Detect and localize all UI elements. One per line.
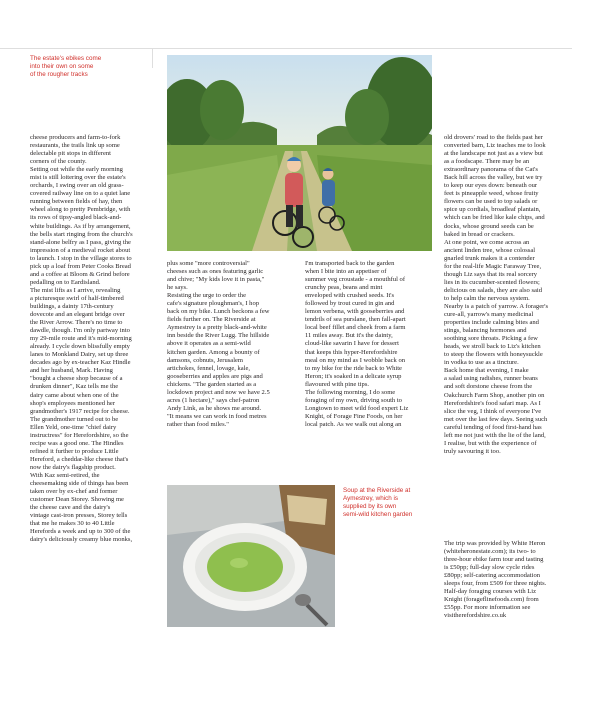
soup-bowl-photo bbox=[167, 485, 335, 627]
column-4: old drovers' road to the fields past her converted barn, Liz teaches me to look at the landscape not just as a view but as a foodscape. There may be an extraordinary panorama of the Cat's Back hill across the valley, but we try to keep our eyes down: beneath our feet is pineapple weed, whose fruity flowers can be used to top salads or spice up cordials, broadleaf plantain, which can be fried like kale chips, and docks, whose ground seeds can be baked in bread or crackers. At one point, we come across an ancient linden tree, whose colossal gnarled trunk makes it a contender for the real-life Magic Faraway Tree, though Liz says that its real sorcery lies in its cucumber-scented flowers; delicious on salads, they are also said to help calm the nervous system. Nearby is a patch of yarrow. A forager's cure-all, yarrow's many medicinal properties include calming bites and stings, balancing hormones and soothing sore throats. Picking a few heads, we stroll back to Liz's kitchen to steep the flowers with honeysuckle in vodka to use as a tincture. Back home that evening, I make a salad using radishes, runner beans and soft dorstone cheese from the Oakchurch Farm Shop, another pin on Herefordshire's food safari map. As I slice the veg, I think of everyone I've met over the last few days. Seeing such careful tending of food first-hand has left me not just with the lie of the land, I realise, but with the experience of truly savouring it too. bbox=[444, 134, 549, 455]
photo1-caption: The estate's ebikes come into their own on some of the rougher tracks bbox=[30, 55, 102, 78]
photo2-caption: Soup at the Riverside at Aymestrey, which is supplied by its own semi-wild kitchen garden bbox=[343, 487, 413, 518]
fact-box: The trip was provided by White Heron (whiteheronestate.com); its two- to three-hour ebike farm tour and tasting is £50pp; full-day slow cycle rides £80pp; self-catering accommodation sleeps four, from £509 for three nights. Half-day foraging courses with Liz Knight (forageflinefoods.com) from £55pp. For more information see visitherefordshire.co.uk bbox=[444, 540, 547, 620]
cyclists-illustration bbox=[167, 55, 432, 251]
column-rule bbox=[152, 48, 153, 68]
top-rule bbox=[0, 48, 572, 49]
column-3: I'm transported back to the garden when I bite into an appetiser of summer veg croustade - a mouthful of crunchy peas, beans and mint enveloped with crushed seeds. It's followed by trout cured in gin and lemon verbena, with gooseberries and tendrils of sea purslane, then fall-apart local beef fillet and cheek from a farm 11 miles away. But it's the dainty, cloud-like savarin I have for dessert that keeps this hyper-Herefordshire meal on my mind as I wobble back on to my bike for the ride back to White Heron; it's soaked in a delicate syrup flavoured with pine tips. The following morning, I do some foraging of my own, driving south to Longtown to meet wild food expert Liz Knight, of Forage Fine Foods, on her local patch. As we walk out along an bbox=[305, 260, 409, 428]
cyclists-photo bbox=[167, 55, 432, 251]
column-2: plus some "more controversial" cheeses such as ones featuring garlic and chive; "My kids love it in pasta," he says. Resisting the urge to order the cafe's signature ploughman's, I hop back on my bike. Lunch beckons a few fields further on. The Riverside at Aymestrey is a pretty black-and-white inn beside the River Lugg. The hillside above it operates as a semi-wild kitchen garden. Among a bounty of damsons, cobnuts, Jerusalem artichokes, fennel, lovage, kale, gooseberries and apples are pigs and chickens. "The garden started as a lockdown project and now we have 2.5 acres (1 hectare)," says chef-patron Andy Link, as he shows me around. "It means we can work in food metres rather than food miles." bbox=[167, 260, 270, 428]
soup-illustration bbox=[167, 485, 335, 627]
column-1: cheese producers and farm-to-fork restaurants, the trails link up some delectable pit stops in different corners of the county. Setting out while the early morning mist is still loitering over the estate's orchards, I swing over an old grass- covered railway line on to a quiet lane running between fields of hay, then wheel along to pretty Pembridge, with its rows of tipsy-angled black-and- white buildings. As if by arrangement, the bells start ringing from the church's stand-alone belfry as I pass, giving the impression of a medieval rocket about to launch. I stop in the village stores to pick up a loaf from Peter Cooks Bread and a coffee at Bloom & Grind before pedalling on to Eardisland. The mist lifts as I arrive, revealing a picturesque swirl of half-timbered buildings, a dainty 17th-century dovecote and an elegant bridge over the River Arrow. There's no time to dawdle, though. I'm only partway into my 29-mile route and it's mid-morning already. I cycle down blissfully empty lanes to Monkland Dairy, set up three decades ago by ex-teacher Kaz Hindle and her husband, Mark. Having "bought a cheese shop because of a drunken dinner", Kaz tells me the dairy came about when one of the shop's employees mentioned her grandmother's 1917 recipe for cheese. The grandmother turned out to be Ellen Yeld, one-time "chief dairy instructress" for Herefordshire, so the recipe was a good one. The Hindles refined it further to produce Little Hereford, a cheddar-like cheese that's now the dairy's flagship product. With Kaz semi-retired, the cheesemaking side of things has been taken over by ex-chef and former customer Dean Storey. Showing me the cheese cave and the dairy's vintage cast-iron presses, Storey tells that me he makes 30 to 40 Little Herefords a week and up to 300 of the dairy's deliciously creamy blue monks, bbox=[30, 134, 133, 544]
